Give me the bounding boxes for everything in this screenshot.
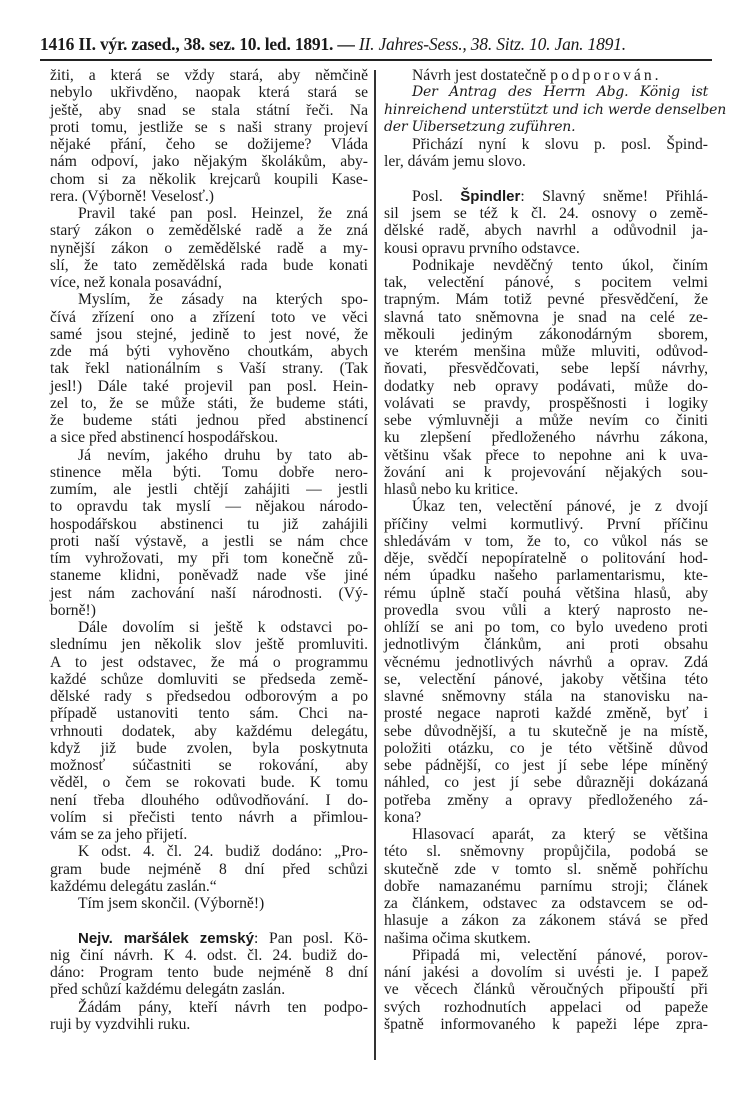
text-line: ném úpadku našeho parlamentarismu, kte- [384,567,708,585]
paragraph [50,843,368,895]
text-line: jesl!) Dále také projevil pan posl. Hein- [50,377,368,395]
speech-text: : Pan posl. Kö- [253,929,369,947]
text-line: dodatky neb opravy podávati, může do- [384,377,708,395]
text-line: případě ustanoviti tento sám. Chci na- [50,705,368,723]
text-line: A to jest odstavec, že má o programmu [50,653,368,671]
text-line: chom si za několik krejcarů koupili Kase- [50,170,368,188]
text-line: vám se za jeho přijetí. [50,826,188,843]
paragraph [384,947,708,1033]
text-line: hlasuje a zákon za zákonem stává se před [384,912,708,930]
paragraph [50,291,368,446]
text-line: rému úplně stačí pouhá většina hlasů, aby [384,584,708,602]
text-line: jednotlivým článkům, ani proti obsahu [384,636,708,654]
text-line: zel to, že se může státi, že budeme státi, [50,394,368,412]
paragraph [384,498,708,826]
text-line: možnosť súčastniti se rokování, aby [50,757,368,774]
paragraph [384,136,708,171]
text-line: za článkem, odstavec za odstavcem se od- [384,895,708,912]
text-line: slednímu jen několik slov ještě promluviti. [50,636,368,654]
text-line: věděl, o čem se rokovati bude. K tomu [50,774,368,792]
text-line: více, než konala posavádní, [50,274,222,291]
text-line: dobře namazanému parnímu stroji; článek [384,877,708,895]
paragraph [384,257,708,499]
paragraph [384,188,708,257]
speaker-prefix: Posl. [412,187,461,205]
text-line: trapným. Mám totiž pevné přesvědčení, že [384,291,708,309]
text-line: nebylo ukřivděno, naopak která stará se [50,84,368,102]
text-line: nig činí návrh. K 4. odst. čl. 24. budiž do- [50,946,368,964]
paragraph [50,67,368,205]
text-line: našima očima skutkem. [384,929,531,947]
paragraph [50,205,368,291]
text-line: Der Antrag des Herrn Abg. König ist [412,84,708,101]
text-line: ruji by vyzdvihli ruku. [50,1015,191,1033]
text-line: není třeba dlouhého odůvodňování. I do- [50,791,368,809]
text-line: tak, velectění pánové, s pocitem velmi [384,274,708,291]
text-line: Hlasovací aparát, za který se většina [412,826,708,843]
text-line: Připadá mi, velectění pánové, porov- [412,946,708,964]
speaker-name: Nejv. maršálek zemský [78,929,254,947]
paragraph [50,930,368,999]
text-line: slavná tato sněmovna je snad na celé ze- [384,308,708,326]
text-line: volím si přečisti tento návrh a přimlou- [50,808,368,826]
text-line: sebe pádnější, co jest jí sebe lépe míněný [384,757,708,774]
text-line: ler, dávám jemu slovo. [384,153,526,171]
text-line: že budeme státi jednou před abstinencí [50,412,368,429]
speech-text: : Slavný sněme! Přihlá- [520,187,708,205]
text-line: svých rozhodnutích appelaci od papeže [384,998,708,1016]
column-rule [374,70,376,1060]
text-line: zde má býti vyhověno choutkám, abych [50,343,368,360]
header-czech: 1416 II. výr. zased., 38. sez. 10. led. 1891. — [40,34,355,54]
header-rule [40,59,712,61]
text-line: stinence měla býti. Tomu dobře nero- [50,463,368,481]
text-line: K odst. 4. čl. 24. budiž dodáno: „Pro- [78,843,368,861]
text-line: shledávám v tom, že to, co vůkol nás se [384,532,708,550]
text-line: sebe důvodnější, a tu skutečně je na místě, [384,722,708,740]
text-line: nání jakési a dovolím si uvésti je. I papež [384,964,708,981]
text-line: kona? [384,808,422,826]
text-line: Pravil také pan posl. Heinzel, že zná [78,205,368,222]
paragraph [384,67,708,84]
text-line: měkouli jediným zákonodárným sborem, [384,325,708,343]
text-line: samé jsou stejné, jedině to jest nové, že [50,325,368,343]
text-line: nynější zákon o zemědělské radě a my- [50,239,368,257]
text-line: jest nám zachování naší národnosti. (Vý- [50,584,368,602]
text-line: se, velectění pánové, jakoby většina této [384,670,708,688]
text-line: Tím jsem skončil. (Výborně!) [78,895,265,912]
text-line: hospodářskou abstinenci tu již zahájili [50,515,368,533]
text-line: ve věcech článků věroučných připouští při [384,981,708,999]
emphasized-text: podporován. [550,67,662,84]
text-line: ještě, aby snad se stala státní řeči. Na [50,101,368,119]
text-line: prosté negace naproti každé změně, byť i [384,705,708,723]
text-line: sil jsem se též k čl. 24. osnovy o země- [384,205,708,222]
text-line: položiti otázku, co je této většině důvod [384,739,708,757]
text-line: sebe výmluvněji a může nevím co činiti [384,412,708,429]
text-line: ve kterém menšina může mluviti, odůvod- [384,343,708,360]
speaker-name: Špindler [460,187,521,205]
paragraph [50,447,368,620]
text-line: slavné sněmovny stála na stanovisku na- [384,688,708,705]
text-line: tím vyhrožovati, my při tom konečně zů- [50,550,368,567]
text-line: Myslím, že zásady na kterých spo- [78,291,368,309]
text-line: Podnikaje nevděčný tento úkol, činím [412,256,708,274]
text-line: nám odpoví, jako nějakým školákům, aby- [50,153,368,171]
text-line: Úkaz ten, velectění pánové, je z dvojí [412,498,708,516]
text-line [50,930,368,947]
text-line: náhled, co jest jí sebe důrazněji dokázaná [384,774,708,792]
text-line [384,188,708,205]
text-line: zumím, ale jestli chtějí zahájiti — jestli [50,481,368,498]
text-line: vrhnouti dodatek, aby každému delegátu, [50,722,368,740]
text-line: věcnému jednotlivých návrhů a oprav. Zdá [384,653,708,671]
text-line: Já nevím, jakého druhu by tato ab- [78,446,368,464]
paragraph-spacer [50,912,368,929]
text-line: hlasů nebo ku kritice. [384,481,519,498]
text-line: staneme klidni, poněvadž nade vše jiné [50,567,368,585]
running-header [40,34,710,55]
text-line: Návrh jest dostatečně podporován. [412,67,662,84]
text-line: starý zákon o zemědělské radě a že zná [50,222,368,240]
text-line: žování ani k projevování nějakých sou- [384,463,708,481]
text-line: dělské rady s předsedou odborovým a po [50,688,368,705]
text-line: čívá zřízení ono a zřízení toto ve věci [50,308,368,326]
paragraph [384,84,727,136]
left-column [50,67,368,1033]
text-line: to opravdu tak myslí — nějakou národo- [50,498,368,516]
text-line: každému delegátu zaslán.“ [50,877,217,895]
text-line: tak řekl nationálním s Vaší strany. (Tak [50,360,368,378]
text-line: příčiny velmi kormutlivý. První příčinu [384,515,708,533]
text-line: ku zlepšení předloženého návrhu zákona, [384,429,708,447]
text-line: nějaké přání, čeho se dožijeme? Vláda [50,136,368,153]
text-line: této sl. sněmovny propůjčila, podobá se [384,843,708,861]
text-line: před schůzí každému delegátn zaslán. [50,981,286,999]
header-german: II. Jahres-Sess., 38. Sitz. 10. Jan. 1891. [358,34,626,54]
text-line: der Uibersetzung zuführen. [384,118,576,135]
text-line: dělské radě, abych navrhl a odůvodnil ja- [384,222,708,240]
text-line: ohlíží se ani po tom, co bylo uvedeno proti [384,619,708,636]
text-line: a sice před abstinencí hospodářskou. [50,429,279,447]
paragraph [50,895,368,912]
text-line: většinu však přece to nepohne ani k uva- [384,446,708,464]
text-line: borně!) [50,601,96,619]
paragraph [50,619,368,843]
text-line: gram bude nejméně 8 dní před schůzi [50,860,368,878]
text-line: špatně informovaného k papeži lépe zpra- [384,1015,708,1033]
text-line: potřeba změny a opravy předloženého zá- [384,791,708,809]
paragraph [384,826,708,947]
paragraph [50,999,368,1034]
text-line: proti naší výstavě, a jestli se nám chce [50,532,368,550]
text-line: každé schůze domluviti se předseda země- [50,670,368,688]
text-line: hinreichend unterstützt und ich werde denselben [384,101,727,118]
text-line: Dále dovolím si ještě k odstavci po- [78,619,368,636]
text-line: slí, že tato zemědělská rada bude konati [50,256,368,274]
text-line: děje, svědčí nepopíratelně o politování hod- [384,550,708,567]
text-line: žiti, a která se vždy stará, aby němčině [50,67,368,84]
text-line: rera. (Výborně! Veselosť.) [50,187,214,205]
text-line: proti tomu, jestliže se s naši strany projeví [50,118,368,136]
text-line: Přichází nyní k slovu p. posl. Špind- [412,136,708,153]
text-line: skutečně zde v tomto sl. sněmě pohříchu [384,860,708,878]
text-line: když již bude zvolen, byla poskytnuta [50,739,368,757]
text-line: Žádám pány, kteří návrh ten podpo- [78,998,368,1016]
text-line: dáno: Program tento bude nejméně 8 dní [50,964,368,981]
text-line: provedla svou vůli a který naprosto ne- [384,601,708,619]
text-line: kousi opravu prvního odstavce. [384,239,580,257]
paragraph-spacer [384,171,708,188]
text-line: ňovati, přesvědčovati, sebe lepší návrhy, [384,360,708,378]
text-line: volávati se pravdy, prospěšnosti i logiky [384,394,708,412]
right-column [384,67,727,1033]
